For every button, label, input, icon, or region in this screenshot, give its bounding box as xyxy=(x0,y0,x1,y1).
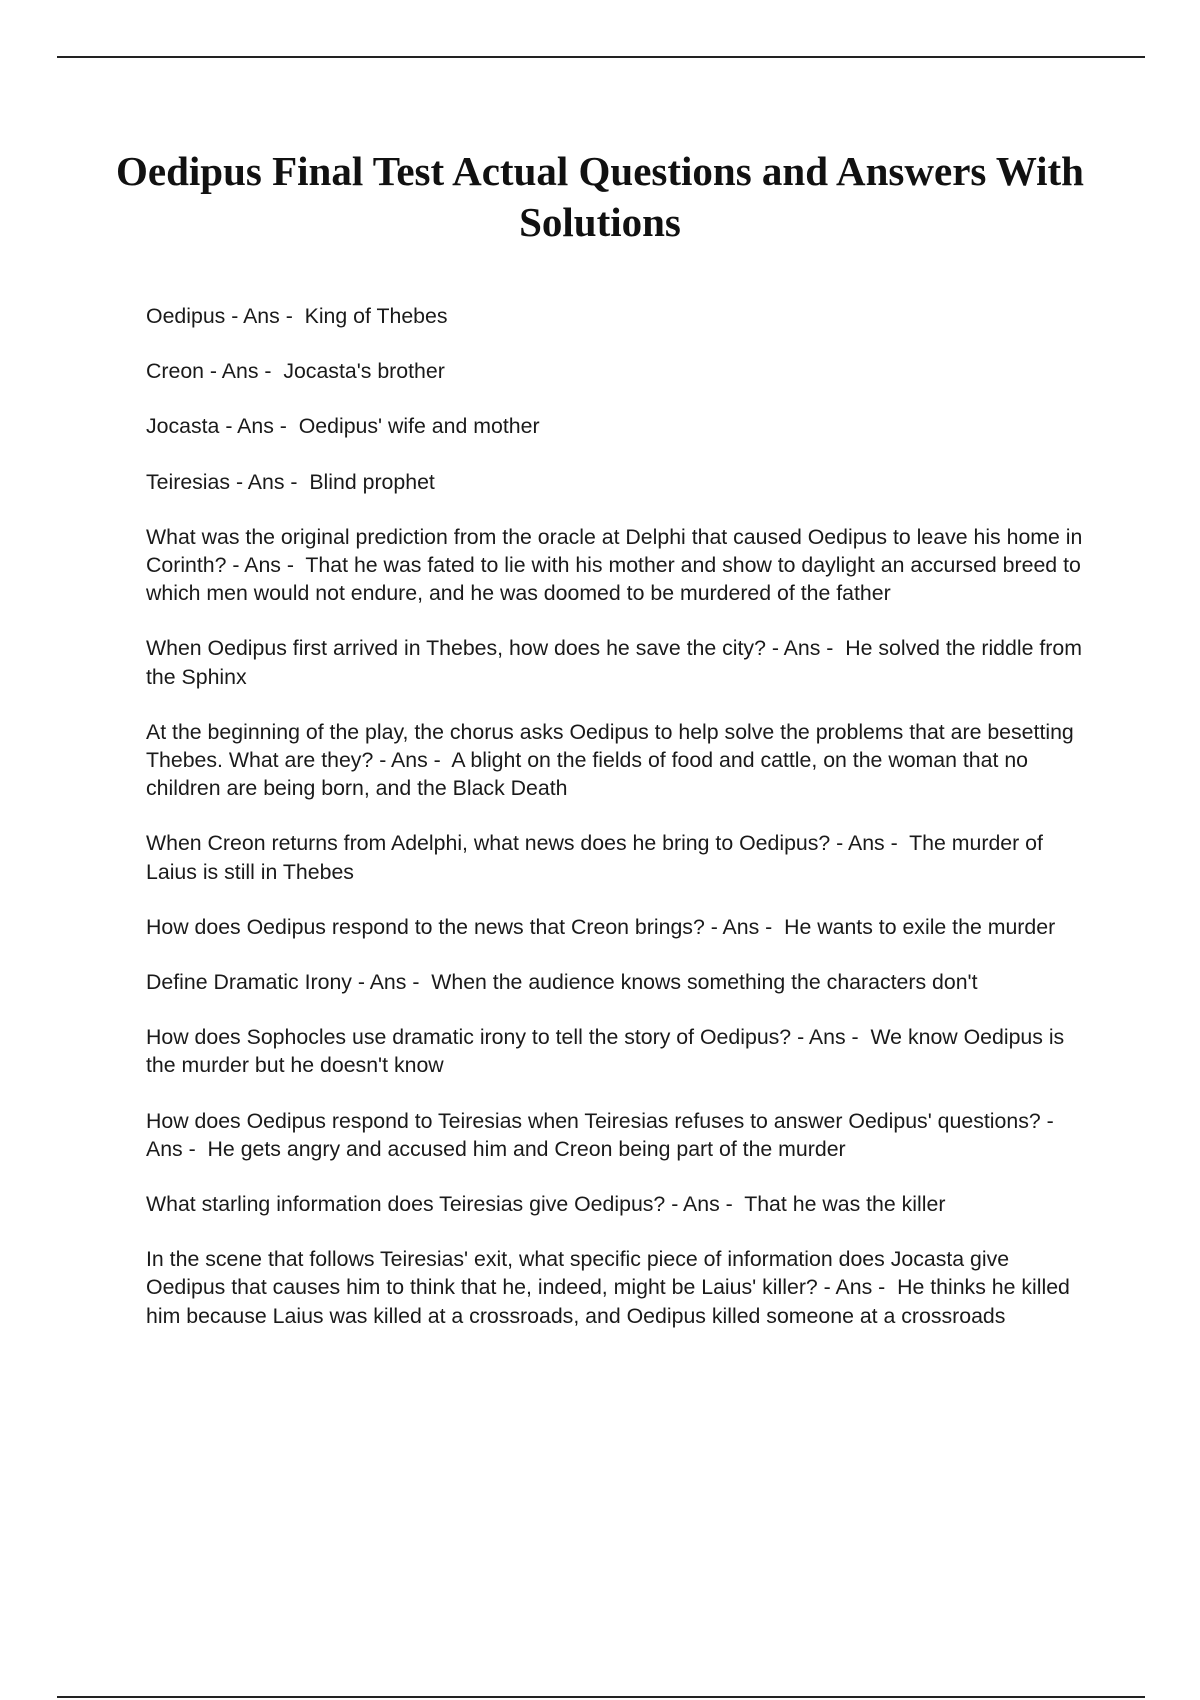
question-text: What starling information does Teiresias give Oedipus? xyxy=(146,1192,666,1217)
qa-item xyxy=(146,913,1086,941)
answer-text: He wants to exile the murder xyxy=(784,914,1056,939)
answer-separator: - Ans - xyxy=(665,1192,745,1217)
answer-text: That he was the killer xyxy=(744,1192,946,1217)
answer-separator: - Ans - xyxy=(765,636,846,661)
qa-list xyxy=(146,302,1089,1357)
answer-text: Blind prophet xyxy=(309,469,435,494)
question-text: Creon xyxy=(146,359,205,384)
qa-item xyxy=(146,968,1086,996)
answer-separator: - Ans - xyxy=(230,469,310,494)
question-text: When Oedipus first arrived in Thebes, how does he save the city? xyxy=(146,636,766,661)
answer-text: He solved the riddle from the Sphinx xyxy=(146,636,1088,689)
answer-separator: - Ans - xyxy=(225,304,305,328)
qa-item xyxy=(146,634,1086,690)
question-text: How does Oedipus respond to Teiresias when Teiresias refuses to answer Oedipus' questions? xyxy=(146,1108,1041,1133)
answer-separator: - Ans - xyxy=(830,831,910,856)
question-text: How does Oedipus respond to the news that Creon brings? xyxy=(146,914,705,939)
qa-item xyxy=(146,1023,1086,1079)
answer-text: King of Thebes xyxy=(304,304,448,328)
question-text: Oedipus xyxy=(146,304,226,328)
answer-text: He thinks he killed him because Laius was killed at a crossroads, and Oedipus killed someone at a crossroads xyxy=(146,1275,1076,1328)
question-text: Define Dramatic Irony xyxy=(146,970,352,995)
qa-item xyxy=(146,718,1086,803)
answer-text: That he was fated to lie with his mother and show to daylight an accursed breed to which men would not endure, and he was doomed to be murdered of the father xyxy=(146,553,1087,606)
answer-separator: - Ans - xyxy=(226,553,306,578)
answer-text: Oedipus' wife and mother xyxy=(298,414,540,439)
question-text: At the beginning of the play, the chorus asks Oedipus to help solve the problems that are besetting Thebes. What are they? xyxy=(146,719,1080,773)
answer-separator: - Ans - xyxy=(146,1108,1059,1161)
answer-text: The murder of Laius is still in Thebes xyxy=(146,831,1049,884)
answer-separator: - Ans - xyxy=(219,414,299,439)
question-text: When Creon returns from Adelphi, what news does he bring to Oedipus? xyxy=(146,831,831,856)
qa-item xyxy=(146,1107,1086,1163)
answer-text: He gets angry and accused him and Creon being part of the murder xyxy=(207,1136,846,1161)
footer-rule xyxy=(57,1696,1145,1698)
question-text: In the scene that follows Teiresias' exit, what specific piece of information does Jocasta give Oedipus that causes him to think that he, indeed, might be Laius' killer? xyxy=(146,1247,1016,1300)
answer-separator: - Ans - xyxy=(351,970,432,995)
answer-text: When the audience knows something the characters don't xyxy=(431,970,978,995)
qa-item xyxy=(146,302,1086,330)
document-title: Oedipus Final Test Actual Questions and Answers With Solutions xyxy=(116,148,1084,245)
question-text: What was the original prediction from the oracle at Delphi that caused Oedipus to leave his home in Corinth? xyxy=(146,524,1089,578)
answer-separator: - Ans - xyxy=(791,1025,871,1050)
qa-item xyxy=(146,1190,1086,1218)
qa-item xyxy=(146,468,1086,496)
qa-item xyxy=(146,829,1086,885)
header-rule xyxy=(57,56,1145,58)
answer-separator: - Ans - xyxy=(204,359,284,384)
qa-item xyxy=(146,357,1086,385)
question-text: Jocasta xyxy=(146,414,220,439)
answer-text: Jocasta's brother xyxy=(283,359,445,384)
answer-text: A blight on the fields of food and cattle, on the woman that no children are being born, and the Black Death xyxy=(146,748,1034,801)
qa-item xyxy=(146,1245,1086,1330)
qa-item xyxy=(146,523,1089,608)
answer-separator: - Ans - xyxy=(817,1275,898,1300)
answer-separator: - Ans - xyxy=(373,748,452,773)
qa-item xyxy=(146,412,1086,440)
question-text: Teiresias xyxy=(146,469,231,494)
answer-separator: - Ans - xyxy=(704,914,785,939)
question-text: How does Sophocles use dramatic irony to tell the story of Oedipus? xyxy=(146,1025,792,1050)
answer-text: We know Oedipus is the murder but he doesn't know xyxy=(146,1025,1071,1078)
